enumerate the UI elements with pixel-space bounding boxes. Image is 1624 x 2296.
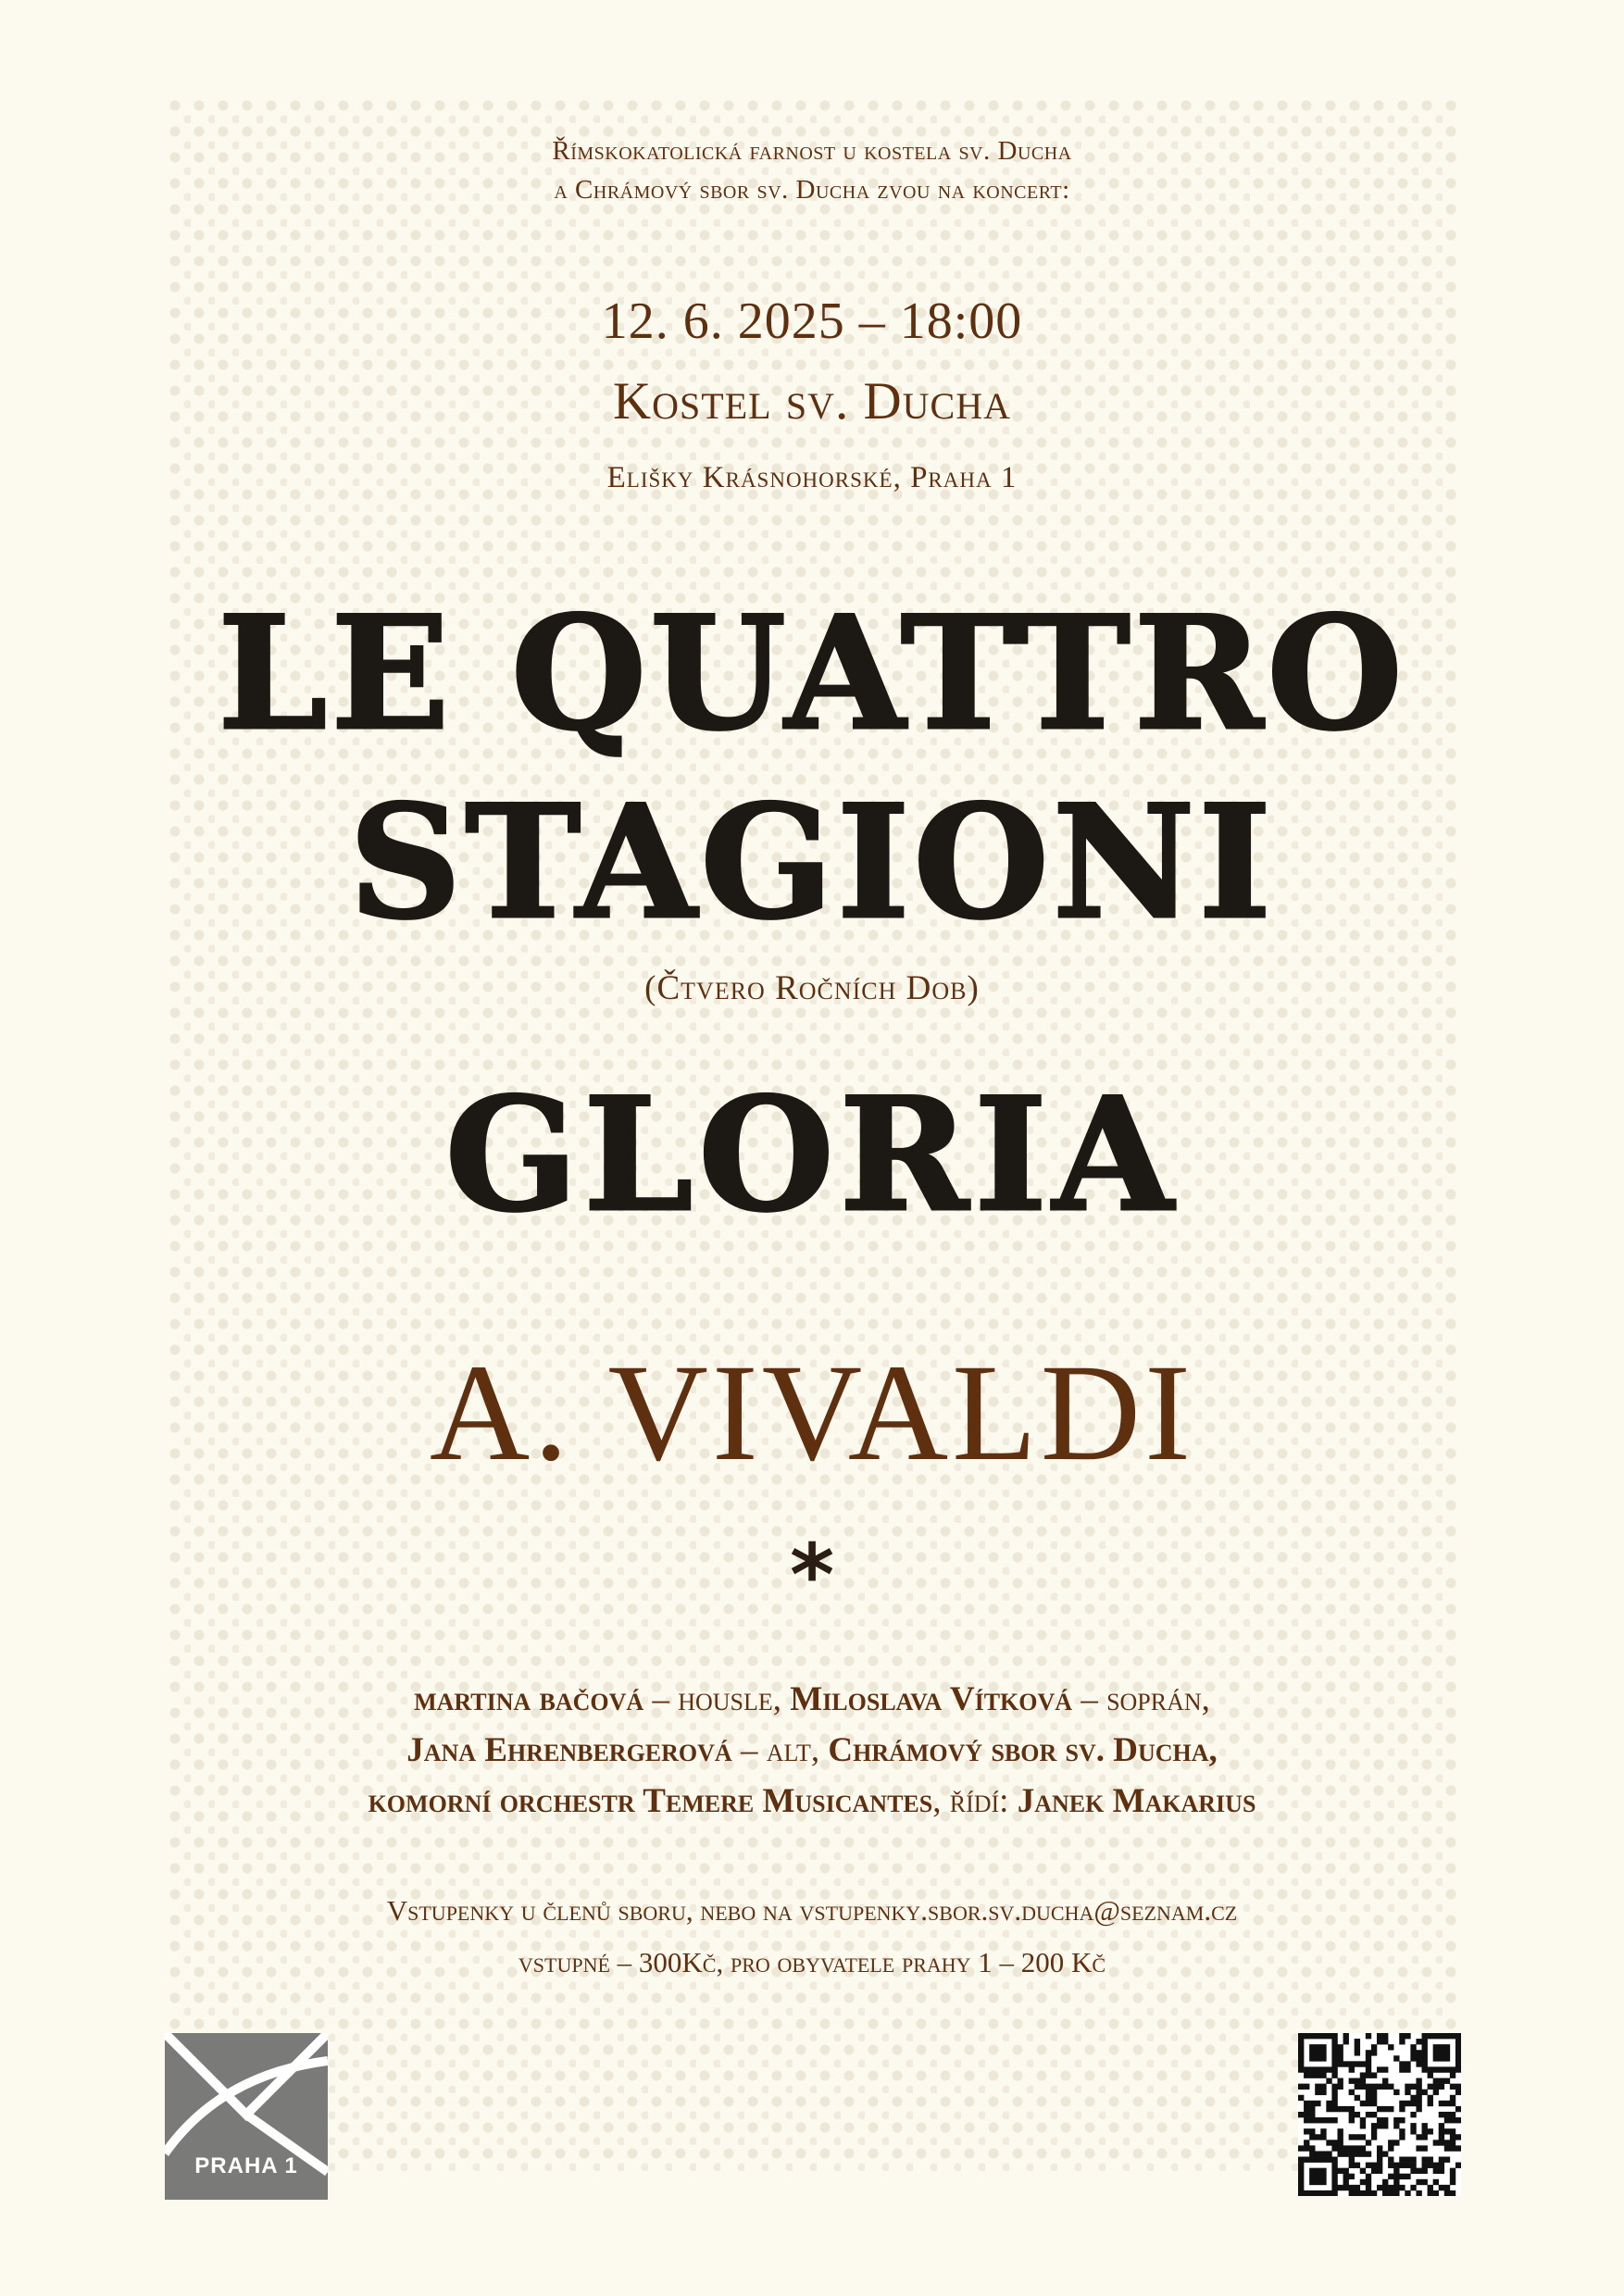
performer-conductor-role: , řídí: (932, 1782, 1018, 1820)
performer-orchestra: komorní orchestr Temere Musicantes (368, 1782, 933, 1820)
ticket-info (0, 1885, 1624, 1989)
intro-line-2: a Chrámový sbor sv. Ducha zvou na koncert: (554, 175, 1070, 205)
performers-line-2 (0, 1725, 1624, 1776)
qr-code[interactable] (1298, 2033, 1461, 2196)
performer-alto-role: – alt, (731, 1731, 829, 1769)
performer-alto: Jana Ehrenbergerová (406, 1731, 732, 1769)
performers-line-3 (0, 1776, 1624, 1827)
asterisk-separator: * (789, 1526, 835, 1625)
performer-violin-role: – housle, (643, 1680, 791, 1718)
event-address: Elišky Krásnohorské, Praha 1 (606, 461, 1018, 494)
title-le-quattro: LE QUATTRO (218, 581, 1406, 765)
ticket-line-2: vstupné – 300Kč, pro obyvatele prahy 1 – 200 Kč (518, 1946, 1106, 1978)
performer-violin: martina bačová (414, 1680, 644, 1718)
event-date-time: 12. 6. 2025 – 18:00 (601, 293, 1023, 350)
performers-list (0, 1674, 1624, 1827)
title-gloria: GLORIA (444, 1063, 1180, 1246)
event-venue: Kostel sv. Ducha (613, 372, 1011, 430)
praha-1-logo-text: PRAHA 1 (194, 2153, 298, 2178)
title-subtitle: (Čtvero Ročních Dob) (644, 969, 980, 1007)
performer-choir: Chrámový sbor sv. Ducha, (828, 1731, 1218, 1769)
performer-conductor: Janek Makarius (1017, 1782, 1256, 1820)
praha-1-logo (165, 2033, 328, 2200)
qr-code-icon (1298, 2033, 1461, 2196)
ticket-line-1: Vstupenky u členů sboru, nebo na vstupenky.sbor.sv.ducha@seznam.cz (386, 1894, 1238, 1927)
performer-soprano-role: – soprán, (1072, 1680, 1210, 1718)
title-stagioni: STAGIONI (348, 770, 1276, 954)
performers-line-1 (0, 1674, 1624, 1725)
intro-text (0, 131, 1624, 209)
performer-soprano: Miloslava Vítková (790, 1680, 1073, 1718)
intro-line-1: Římskokatolická farnost u kostela sv. Ducha (552, 136, 1072, 166)
composer-name: A. VIVALDI (429, 1336, 1195, 1490)
